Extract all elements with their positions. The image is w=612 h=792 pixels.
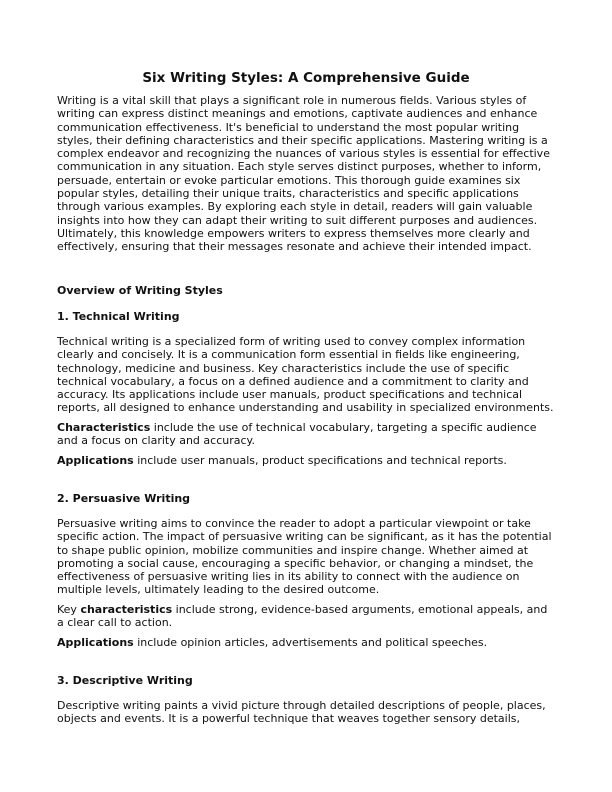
section-body-persuasive: Persuasive writing aims to convince the reader to adopt a particular viewpoint or take specific action. The impact of persuasive writing can be significant, as it has the potential to shape public opinion, mobilize communities and inspire change. Whether aimed at promoting a social cause, encouraging a specific behavior, or changing a mindset, the effectiveness of persuasive writing lies in its ability to connect with the audience on multiple levels, ultimately leading to the desired outcome. bbox=[57, 517, 552, 597]
characteristics-label: characteristics bbox=[80, 603, 173, 616]
applications-text: include user manuals, product specifications and technical reports. bbox=[133, 454, 507, 467]
characteristics-persuasive bbox=[57, 603, 557, 630]
section-heading-descriptive: 3. Descriptive Writing bbox=[57, 674, 193, 687]
applications-persuasive bbox=[57, 636, 557, 649]
applications-label: Applications bbox=[57, 636, 134, 649]
characteristics-technical bbox=[57, 421, 557, 448]
overview-heading: Overview of Writing Styles bbox=[57, 284, 223, 297]
applications-label: Applications bbox=[57, 454, 134, 467]
characteristics-text: include strong, evidence-based arguments, emotional appeals, and a clear call to action. bbox=[57, 603, 548, 630]
section-heading-technical: 1. Technical Writing bbox=[57, 310, 180, 323]
document-title: Six Writing Styles: A Comprehensive Guide bbox=[142, 70, 470, 86]
characteristics-text: include the use of technical vocabulary, targeting a specific audience and a focus on clarity and accuracy. bbox=[57, 421, 537, 448]
applications-technical bbox=[57, 454, 557, 467]
section-body-descriptive: Descriptive writing paints a vivid picture through detailed descriptions of people, places, objects and events. It is a powerful technique that weaves together sensory details, bbox=[57, 699, 546, 726]
applications-text: include opinion articles, advertisements and political speeches. bbox=[133, 636, 488, 649]
section-heading-persuasive: 2. Persuasive Writing bbox=[57, 492, 191, 505]
characteristics-prefix: Key bbox=[57, 603, 81, 616]
section-body-technical: Technical writing is a specialized form of writing used to convey complex information clearly and concisely. It is a communication form essential in fields like engineering, technology, medicine and business. Key characteristics include the use of specific technical vocabulary, a focus on a defined audience and a commitment to clarity and accuracy. Its applications include user manuals, product specifications and technical reports, all designed to enhance understanding and usability in specialized environments. bbox=[57, 335, 554, 415]
characteristics-label: Characteristics bbox=[57, 421, 151, 434]
intro-paragraph: Writing is a vital skill that plays a significant role in numerous fields. Various styles of writing can express distinct meanings and emotions, captivate audiences and enhance communication effectiveness. It's beneficial to understand the most popular writing styles, their defining characteristics and their specific applications. Mastering writing is a complex endeavor and recognizing the nuances of various styles is essential for effective communication in any situation. Each style serves distinct purposes, whether to inform, persuade, entertain or evoke particular emotions. This thorough guide examines six popular styles, detailing their unique traits, characteristics and specific applications through various examples. By exploring each style in detail, readers will gain valuable insights into how they can adapt their writing to suit different purposes and audiences. Ultimately, this knowledge empowers writers to express themselves more clearly and effectively, ensuring that their messages resonate and achieve their intended impact. bbox=[57, 94, 550, 254]
